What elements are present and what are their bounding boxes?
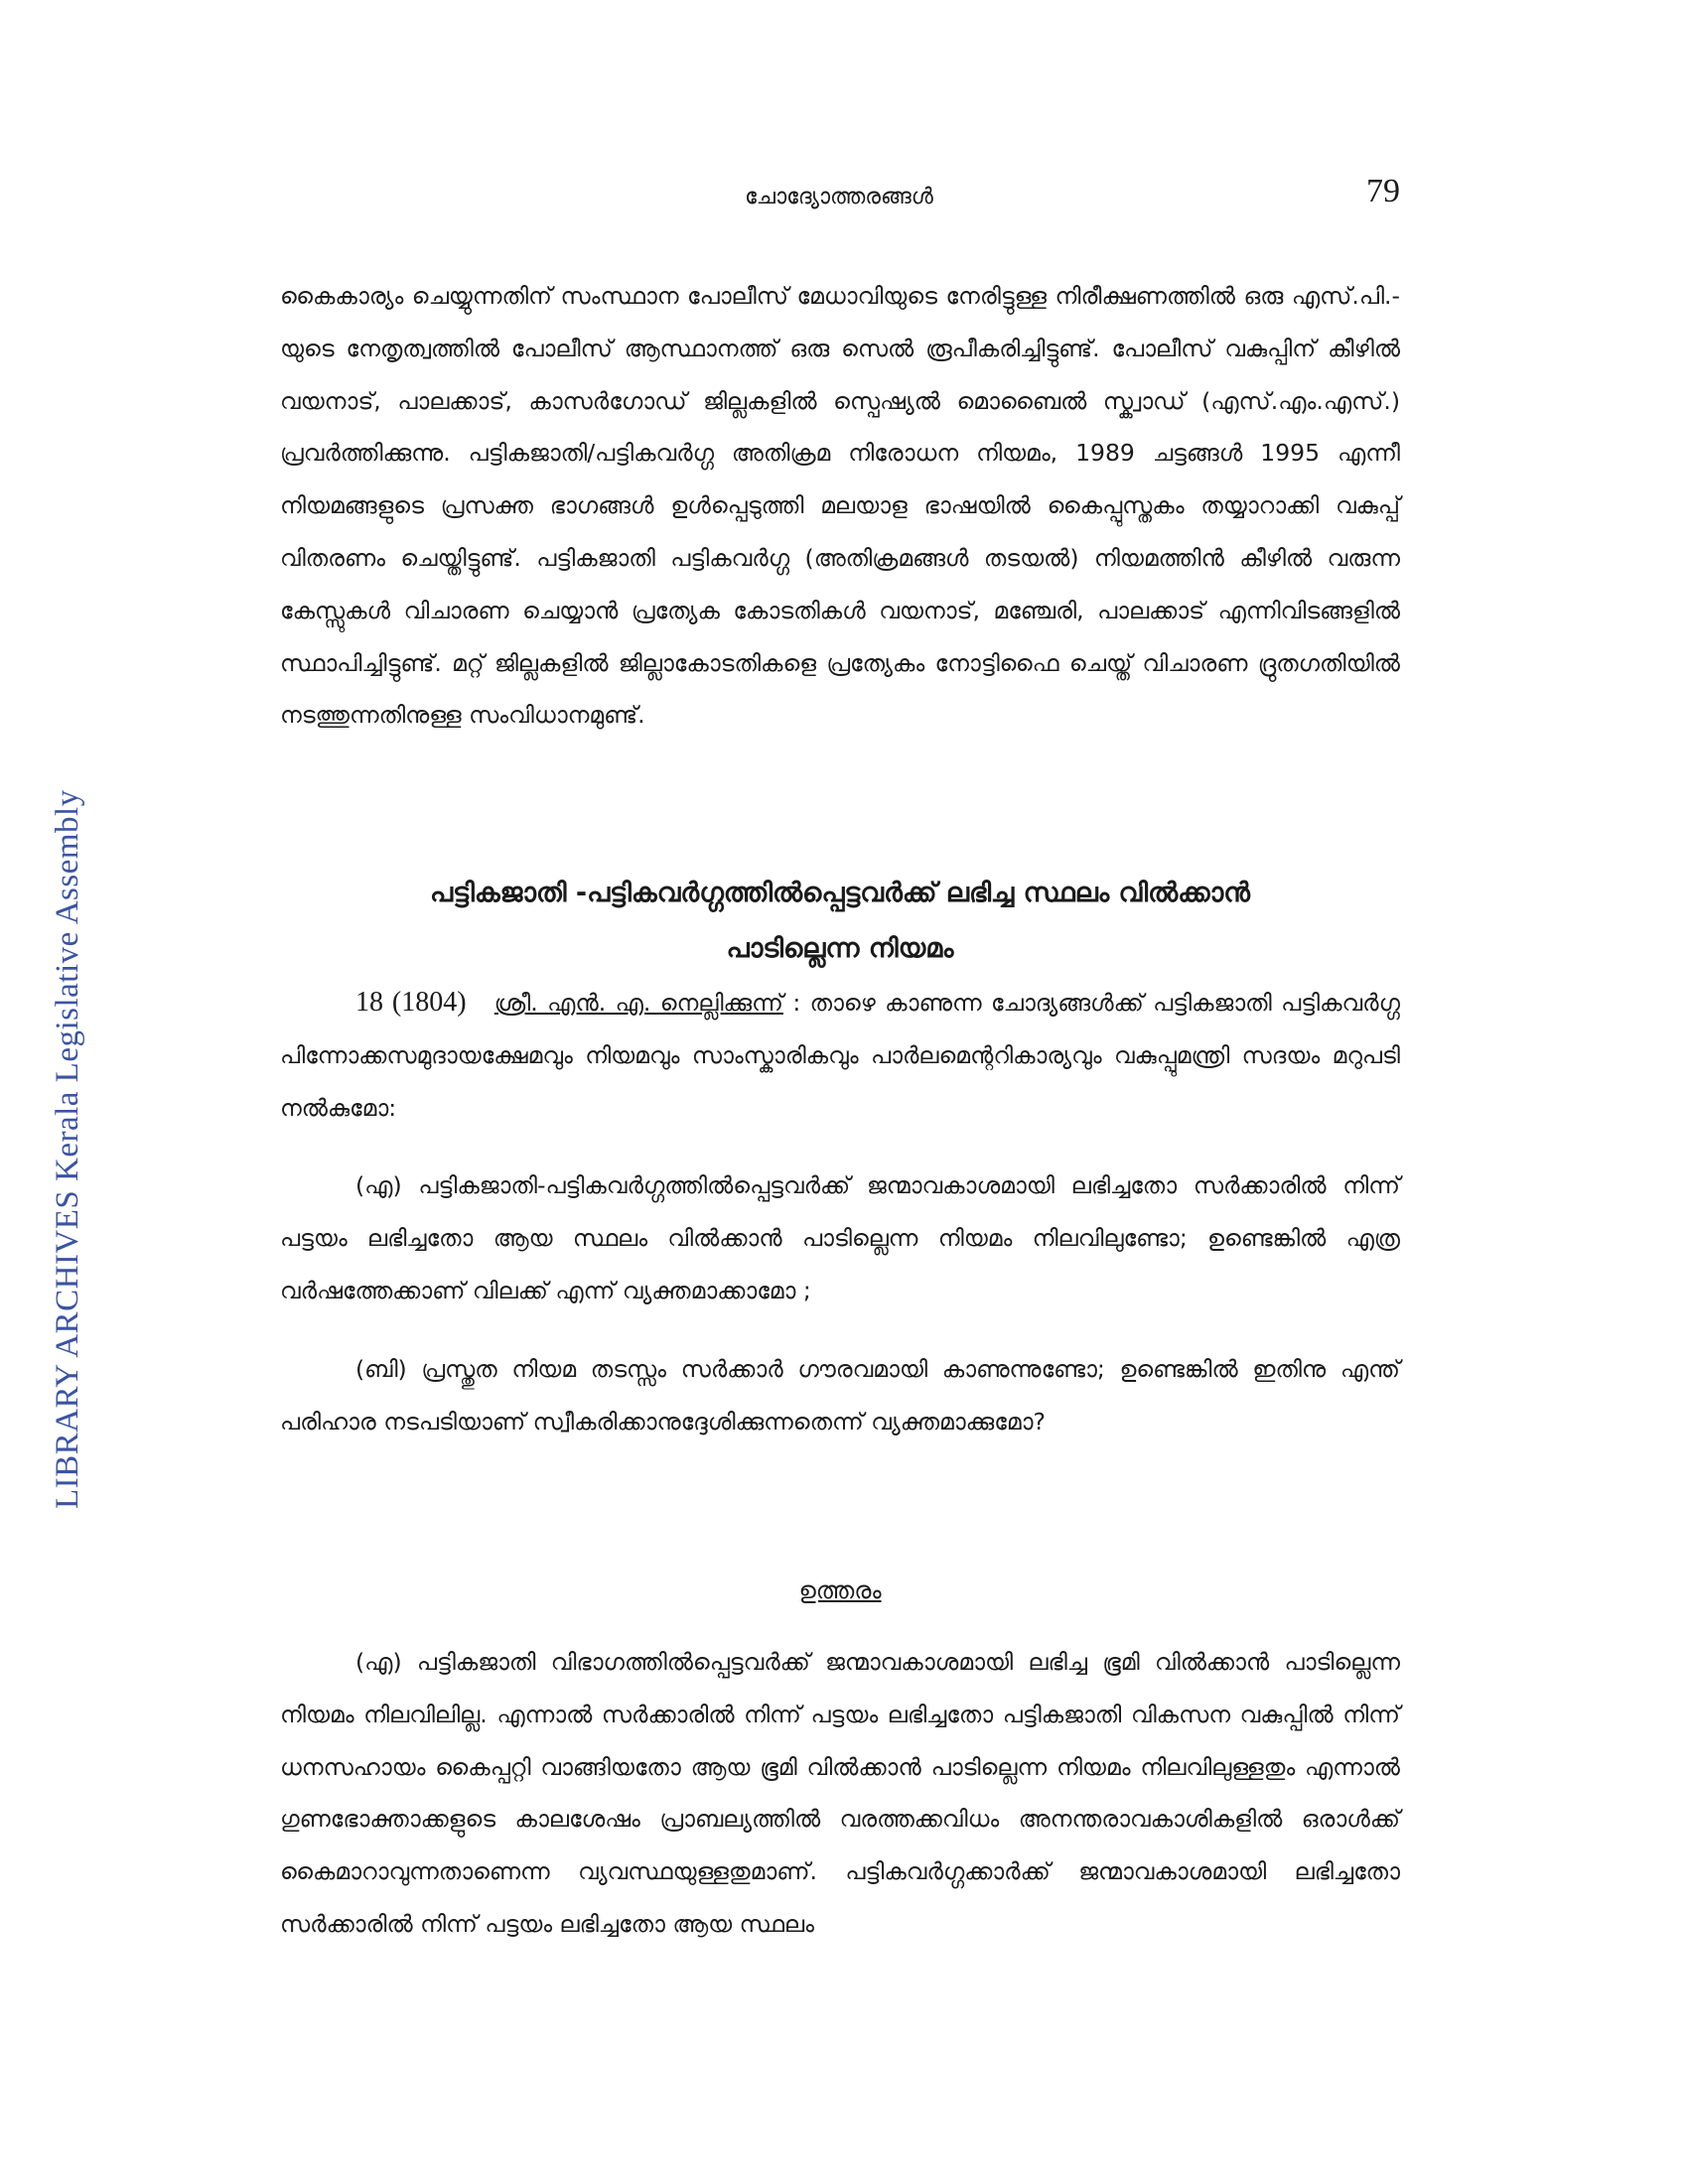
running-header	[278, 173, 1400, 226]
question-number: 18 (1804)	[355, 987, 467, 1018]
page-number: 79	[1366, 173, 1400, 209]
answer-part-a: (എ) പട്ടികജാതി വിഭാഗത്തിൽപ്പെട്ടവർക്ക് ജന്മാവകാശമായി ലഭിച്ച ഭൂമി വിൽക്കാൻ പാടില്ലെന്ന നിയമം നിലവിലില്ല. എന്നാൽ സർക്കാരിൽ നിന്ന് പട്ടയം ലഭിച്ചതോ പട്ടികജാതി വികസന വകുപ്പിൽ നിന്ന് ധനസഹായം കൈപ്പറ്റി വാങ്ങിയതോ ആയ ഭൂമി വിൽക്കാൻ പാടില്ലെന്ന നിയമം നിലവിലുള്ളതും എന്നാൽ ഗുണഭോക്താക്കളുടെ കാലശേഷം പ്രാബല്യത്തിൽ വരത്തക്കവിധം അനന്തരാവകാശികളിൽ ഒരാൾക്ക് കൈമാറാവുന്നതാണെന്ന വ്യവസ്ഥയുള്ളതുമാണ്. പട്ടികവർഗ്ഗക്കാർക്ക് ജന്മാവകാശമായി ലഭിച്ചതോ സർക്കാരിൽ നിന്ന് പട്ടയം ലഭിച്ചതോ ആയ സ്ഥലം	[280, 1648, 1400, 1938]
section-heading-line-1: പട്ടികജാതി -പട്ടികവർഗ്ഗത്തിൽപ്പെട്ടവർക്ക് ലഭിച്ച സ്ഥലം വിൽക്കാൻ	[430, 878, 1250, 908]
member-name: ശ്രീ. എൻ. എ. നെല്ലിക്കുന്ന്	[493, 989, 783, 1017]
question-part-b: (ബി) പ്രസ്തുത നിയമ തടസ്സം സർക്കാർ ഗൗരവമായി കാണുന്നുണ്ടോ; ഉണ്ടെങ്കിൽ ഇതിനു എന്ത് പരിഹാര നടപടിയാണ് സ്വീകരിക്കാനുദ്ദേശിക്കുന്നതെന്ന് വ്യക്തമാക്കുമോ?	[280, 1354, 1400, 1435]
intro-paragraph-block	[280, 270, 1400, 742]
question-block	[280, 977, 1400, 1473]
answer-block	[280, 1636, 1400, 1951]
section-heading	[280, 866, 1400, 977]
section-heading-line-2: പാടില്ലെന്ന നിയമം	[726, 933, 954, 964]
archive-watermark: LIBRARY ARCHIVES Kerala Legislative Assembly	[50, 789, 85, 1509]
running-title: ചോദ്യോത്തരങ്ങൾ	[745, 185, 933, 209]
question-intro-text: : താഴെ കാണുന്ന ചോദ്യങ്ങൾക്ക് പട്ടികജാതി പട്ടികവർഗ്ഗ പിന്നോക്കസമുദായക്ഷേമവും നിയമവും സാംസ്കാരികവും പാർലമെന്ററികാര്യവും വകുപ്പുമന്ത്രി സദയം മറുപടി നൽകുമോ:	[280, 989, 1400, 1122]
intro-paragraph: കൈകാര്യം ചെയ്യുന്നതിന് സംസ്ഥാന പോലീസ് മേധാവിയുടെ നേരിട്ടുള്ള നിരീക്ഷണത്തിൽ ഒരു എസ്.പി.-യുടെ നേതൃത്വത്തിൽ പോലീസ് ആസ്ഥാനത്ത് ഒരു സെൽ രൂപീകരിച്ചിട്ടുണ്ട്. പോലീസ് വകുപ്പിന് കീഴിൽ വയനാട്, പാലക്കാട്, കാസർഗോഡ് ജില്ലകളിൽ സ്പെഷ്യൽ മൊബൈൽ സ്ക്വാഡ് (എസ്.എം.എസ്.) പ്രവർത്തിക്കുന്നു. പട്ടികജാതി/പട്ടികവർഗ്ഗ അതിക്രമ നിരോധന നിയമം, 1989 ചട്ടങ്ങൾ 1995 എന്നീ നിയമങ്ങളുടെ പ്രസക്ത ഭാഗങ്ങൾ ഉൾപ്പെടുത്തി മലയാള ഭാഷയിൽ കൈപ്പുസ്തകം തയ്യാറാക്കി വകുപ്പ് വിതരണം ചെയ്തിട്ടുണ്ട്. പട്ടികജാതി പട്ടികവർഗ്ഗ (അതിക്രമങ്ങൾ തടയൽ) നിയമത്തിൻ കീഴിൽ വരുന്ന കേസ്സുകൾ വിചാരണ ചെയ്യാൻ പ്രത്യേക കോടതികൾ വയനാട്, മഞ്ചേരി, പാലക്കാട് എന്നിവിടങ്ങളിൽ സ്ഥാപിച്ചിട്ടുണ്ട്. മറ്റ് ജില്ലകളിൽ ജില്ലാകോടതികളെ പ്രത്യേകം നോട്ടിഫൈ ചെയ്ത് വിചാരണ ദ്രുതഗതിയിൽ നടത്തുന്നതിനുള്ള സംവിധാനമുണ്ട്.	[280, 282, 1400, 730]
question-part-a: (എ) പട്ടികജാതി-പട്ടികവർഗ്ഗത്തിൽപ്പെട്ടവർക്ക് ജന്മാവകാശമായി ലഭിച്ചതോ സർക്കാരിൽ നിന്ന് പട്ടയം ലഭിച്ചതോ ആയ സ്ഥലം വിൽക്കാൻ പാടില്ലെന്ന നിയമം നിലവിലുണ്ടോ; ഉണ്ടെങ്കിൽ എത്ര വർഷത്തേക്കാണ് വിലക്ക് എന്ന് വ്യക്തമാക്കാമോ ;	[280, 1171, 1400, 1304]
answer-heading: ഉത്തരം	[798, 1576, 882, 1604]
question-intro	[280, 977, 1400, 1134]
